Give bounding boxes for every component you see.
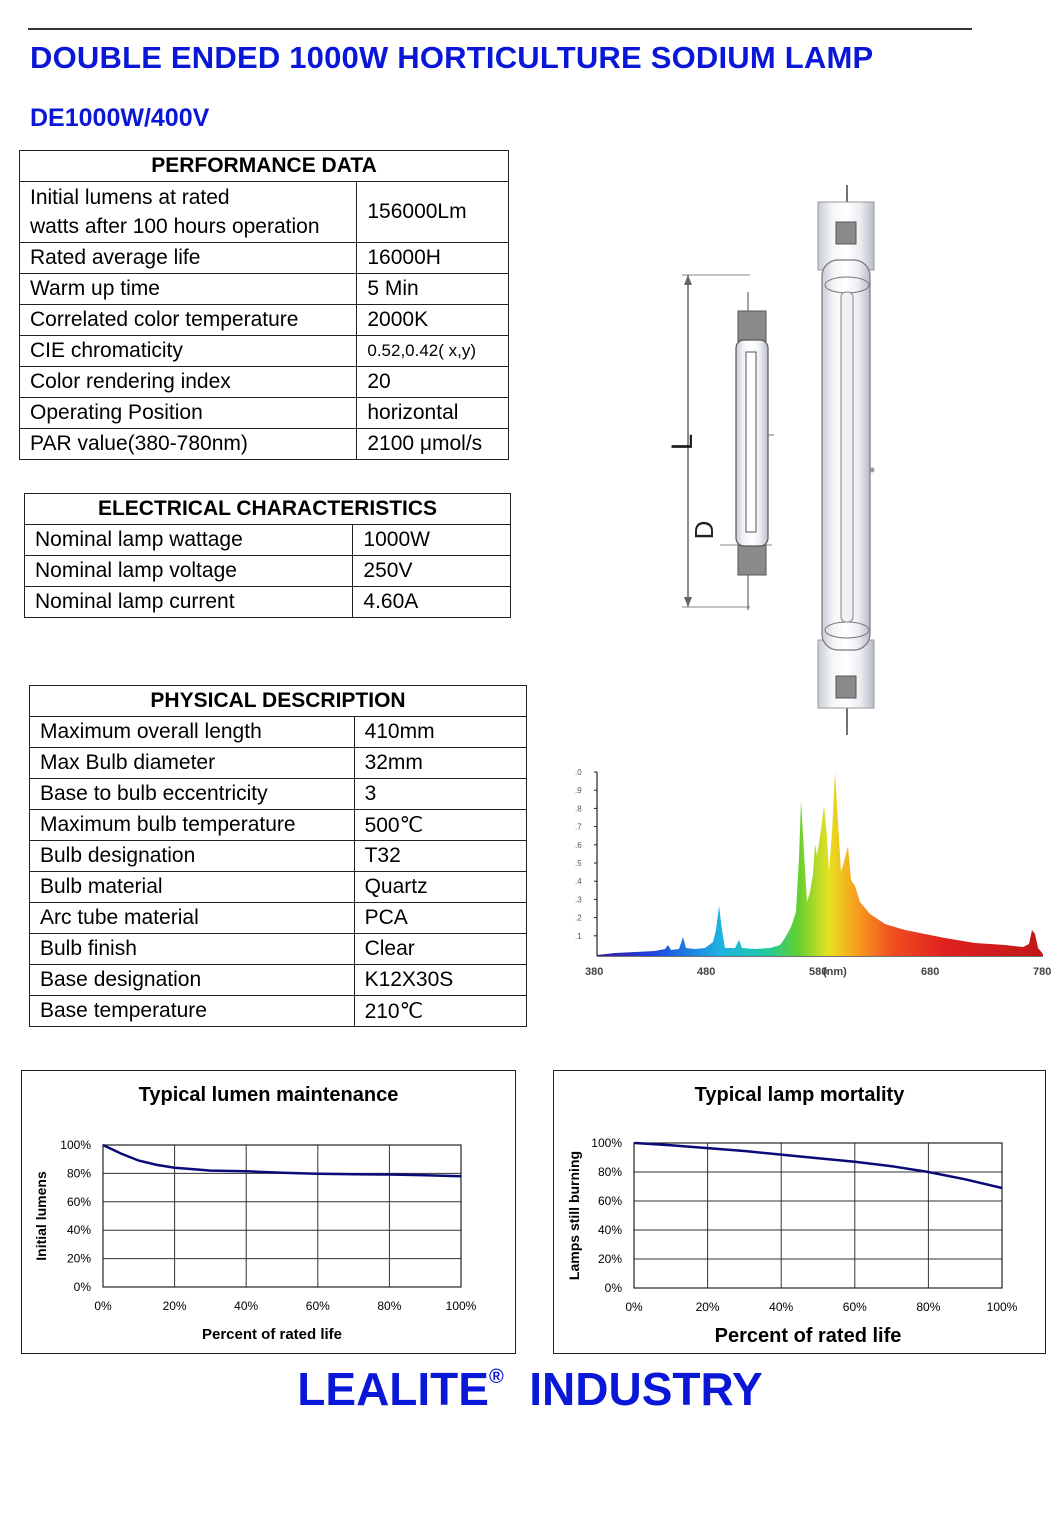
- x-axis-label: Percent of rated life: [201, 1326, 343, 1343]
- row-label: CIE chromaticity: [20, 336, 357, 367]
- table-row: [30, 748, 527, 779]
- brand-name: LEALITE: [297, 1363, 489, 1415]
- spectrum-x-tick-label: 380: [585, 966, 604, 978]
- row-value: 250V: [353, 556, 511, 587]
- row-value: 2000K: [357, 305, 509, 336]
- spectrum-x-ticks: [585, 966, 1051, 978]
- registered-mark: ®: [488, 1366, 504, 1388]
- table-row: [30, 810, 527, 841]
- row-label: Color rendering index: [20, 367, 357, 398]
- spectrum-x-tick-label: 680: [921, 966, 940, 978]
- spectrum-y-tick-label: .9: [575, 786, 582, 796]
- plot-area: [634, 1143, 1002, 1288]
- table-row: [30, 903, 527, 934]
- spectrum-y-ticks: [575, 768, 597, 941]
- table-row: [30, 717, 527, 748]
- table-row: [20, 305, 509, 336]
- row-label: Maximum overall length: [30, 717, 355, 748]
- x-tick-label: 40%: [234, 1299, 259, 1313]
- x-tick-label: 80%: [916, 1300, 941, 1314]
- electrical-table: [24, 493, 511, 618]
- spectrum-y-tick-label: .2: [575, 913, 582, 923]
- table-row: [20, 398, 509, 429]
- y-tick-label: 20%: [66, 1251, 91, 1266]
- row-value: T32: [354, 841, 526, 872]
- x-tick-label: 60%: [842, 1300, 867, 1314]
- table-row: [25, 587, 511, 618]
- y-tick-label: 60%: [66, 1194, 91, 1209]
- spectrum-y-tick-label: .8: [575, 804, 582, 814]
- spectrum-y-tick-label: .3: [575, 895, 582, 905]
- dimension-label-l: L: [666, 433, 699, 451]
- spectrum-y-tick-label: .7: [575, 822, 582, 832]
- spectrum-curve: [597, 772, 1043, 956]
- physical-table: [29, 685, 527, 1027]
- y-tick-label: 80%: [66, 1166, 91, 1181]
- row-label-line: Initial lumens at rated: [30, 186, 230, 209]
- row-value: Clear: [354, 934, 526, 965]
- y-tick-label: 100%: [60, 1138, 91, 1152]
- lamp-image: [818, 185, 875, 735]
- performance-table: [19, 150, 509, 460]
- spectrum-y-tick-label: .5: [575, 859, 582, 868]
- y-tick-label: 80%: [597, 1165, 622, 1179]
- table-row: [30, 965, 527, 996]
- y-axis-label: Initial lumens: [33, 1171, 49, 1261]
- table-row: [30, 934, 527, 965]
- y-tick-label: 100%: [591, 1136, 622, 1150]
- y-tick-label: 20%: [597, 1252, 622, 1266]
- table-row: [30, 779, 527, 810]
- table-row: [20, 429, 509, 460]
- row-value: 1000W: [353, 525, 511, 556]
- x-tick-label: 100%: [986, 1300, 1018, 1314]
- row-label: Bulb finish: [30, 934, 355, 965]
- table-row: [20, 274, 509, 305]
- row-value: Quartz: [354, 872, 526, 903]
- spectrum-y-tick-label: .6: [575, 840, 582, 850]
- table-row: [20, 243, 509, 274]
- row-label: Nominal lamp voltage: [25, 556, 353, 587]
- row-value: 32mm: [354, 748, 526, 779]
- row-value: 2100 μmol/s: [357, 429, 509, 460]
- x-tick-label: 100%: [445, 1299, 477, 1313]
- y-tick-label: 40%: [597, 1223, 622, 1237]
- lamp-mortality-chart: [553, 1070, 1046, 1354]
- table-row: [30, 872, 527, 903]
- x-tick-label: 20%: [695, 1300, 720, 1314]
- table-row: [25, 556, 511, 587]
- table-row: [20, 336, 509, 367]
- y-tick-label: 0%: [73, 1280, 91, 1294]
- row-value: 410mm: [354, 717, 526, 748]
- x-axis-label: Percent of rated life: [714, 1325, 902, 1347]
- table-row: [25, 525, 511, 556]
- performance-title: PERFORMANCE DATA: [20, 151, 509, 182]
- row-label: Warm up time: [20, 274, 357, 305]
- spectrum-x-tick-label: 580: [809, 966, 828, 978]
- table-row: [20, 367, 509, 398]
- y-tick-label: 60%: [597, 1194, 622, 1208]
- row-label: [20, 182, 357, 243]
- lumen-plot: [22, 1071, 515, 1353]
- y-tick-label: 0%: [604, 1281, 622, 1295]
- row-label: Base to bulb eccentricity: [30, 779, 355, 810]
- row-label: Nominal lamp wattage: [25, 525, 353, 556]
- row-label-line: watts after 100 hours operation: [30, 215, 320, 238]
- table-row: [30, 841, 527, 872]
- spectrum-chart: [555, 762, 1055, 984]
- row-value: 16000H: [357, 243, 509, 274]
- table-row: [30, 996, 527, 1027]
- y-axis-label: Lamps still burning: [566, 1150, 582, 1281]
- model-number: DE1000W/400V: [30, 104, 210, 132]
- lamp-diagram: [660, 180, 900, 740]
- chart-title: Typical lumen maintenance: [138, 1084, 399, 1106]
- row-label: Operating Position: [20, 398, 357, 429]
- row-label: PAR value(380-780nm): [20, 429, 357, 460]
- row-value: 5 Min: [357, 274, 509, 305]
- x-tick-label: 40%: [769, 1300, 794, 1314]
- row-label: Base temperature: [30, 996, 355, 1027]
- y-tick-label: 40%: [66, 1223, 91, 1238]
- spectrum-x-tick-label: 780: [1033, 966, 1052, 978]
- spectrum-y-tick-label: .1: [575, 931, 582, 941]
- row-label: Correlated color temperature: [20, 305, 357, 336]
- page-title: DOUBLE ENDED 1000W HORTICULTURE SODIUM LAMP: [30, 40, 874, 75]
- row-label: Bulb material: [30, 872, 355, 903]
- spectrum-x-tick-label: 480: [697, 966, 716, 978]
- spectrum-y-tick-label: .0: [575, 768, 582, 777]
- row-value: 210℃: [354, 996, 526, 1027]
- row-value: 3: [354, 779, 526, 810]
- row-value: horizontal: [357, 398, 509, 429]
- electrical-title: ELECTRICAL CHARACTERISTICS: [25, 494, 511, 525]
- row-label: Maximum bulb temperature: [30, 810, 355, 841]
- row-value: 500℃: [354, 810, 526, 841]
- spectrum-y-tick-label: .4: [575, 877, 582, 887]
- row-label: Arc tube material: [30, 903, 355, 934]
- chart-title: Typical lamp mortality: [694, 1084, 905, 1106]
- row-value: 20: [357, 367, 509, 398]
- row-value: 4.60A: [353, 587, 511, 618]
- x-tick-label: 0%: [625, 1300, 643, 1314]
- top-rule: [28, 28, 972, 30]
- series-line: [634, 1143, 1002, 1188]
- brand-suffix: INDUSTRY: [529, 1363, 763, 1415]
- lumen-maintenance-chart: [21, 1070, 516, 1354]
- dimension-label-d: D: [689, 520, 719, 540]
- row-label: Nominal lamp current: [25, 587, 353, 618]
- row-value: 156000Lm: [357, 182, 509, 243]
- row-label: Base designation: [30, 965, 355, 996]
- x-tick-label: 60%: [305, 1299, 330, 1313]
- company-logo-text: [0, 1362, 1060, 1416]
- row-label: Max Bulb diameter: [30, 748, 355, 779]
- table-row: [20, 182, 509, 243]
- series-line: [103, 1145, 461, 1176]
- row-value: K12X30S: [354, 965, 526, 996]
- plot-area: [103, 1145, 461, 1287]
- x-tick-label: 20%: [162, 1299, 187, 1313]
- x-tick-label: 0%: [94, 1299, 112, 1313]
- mortality-plot: [554, 1071, 1045, 1353]
- spectrum-x-unit: (nm): [823, 966, 847, 978]
- x-tick-label: 80%: [377, 1299, 402, 1313]
- row-label: Bulb designation: [30, 841, 355, 872]
- row-label: Rated average life: [20, 243, 357, 274]
- physical-title: PHYSICAL DESCRIPTION: [30, 686, 527, 717]
- row-value: PCA: [354, 903, 526, 934]
- row-value: 0.52,0.42( x,y): [357, 336, 509, 367]
